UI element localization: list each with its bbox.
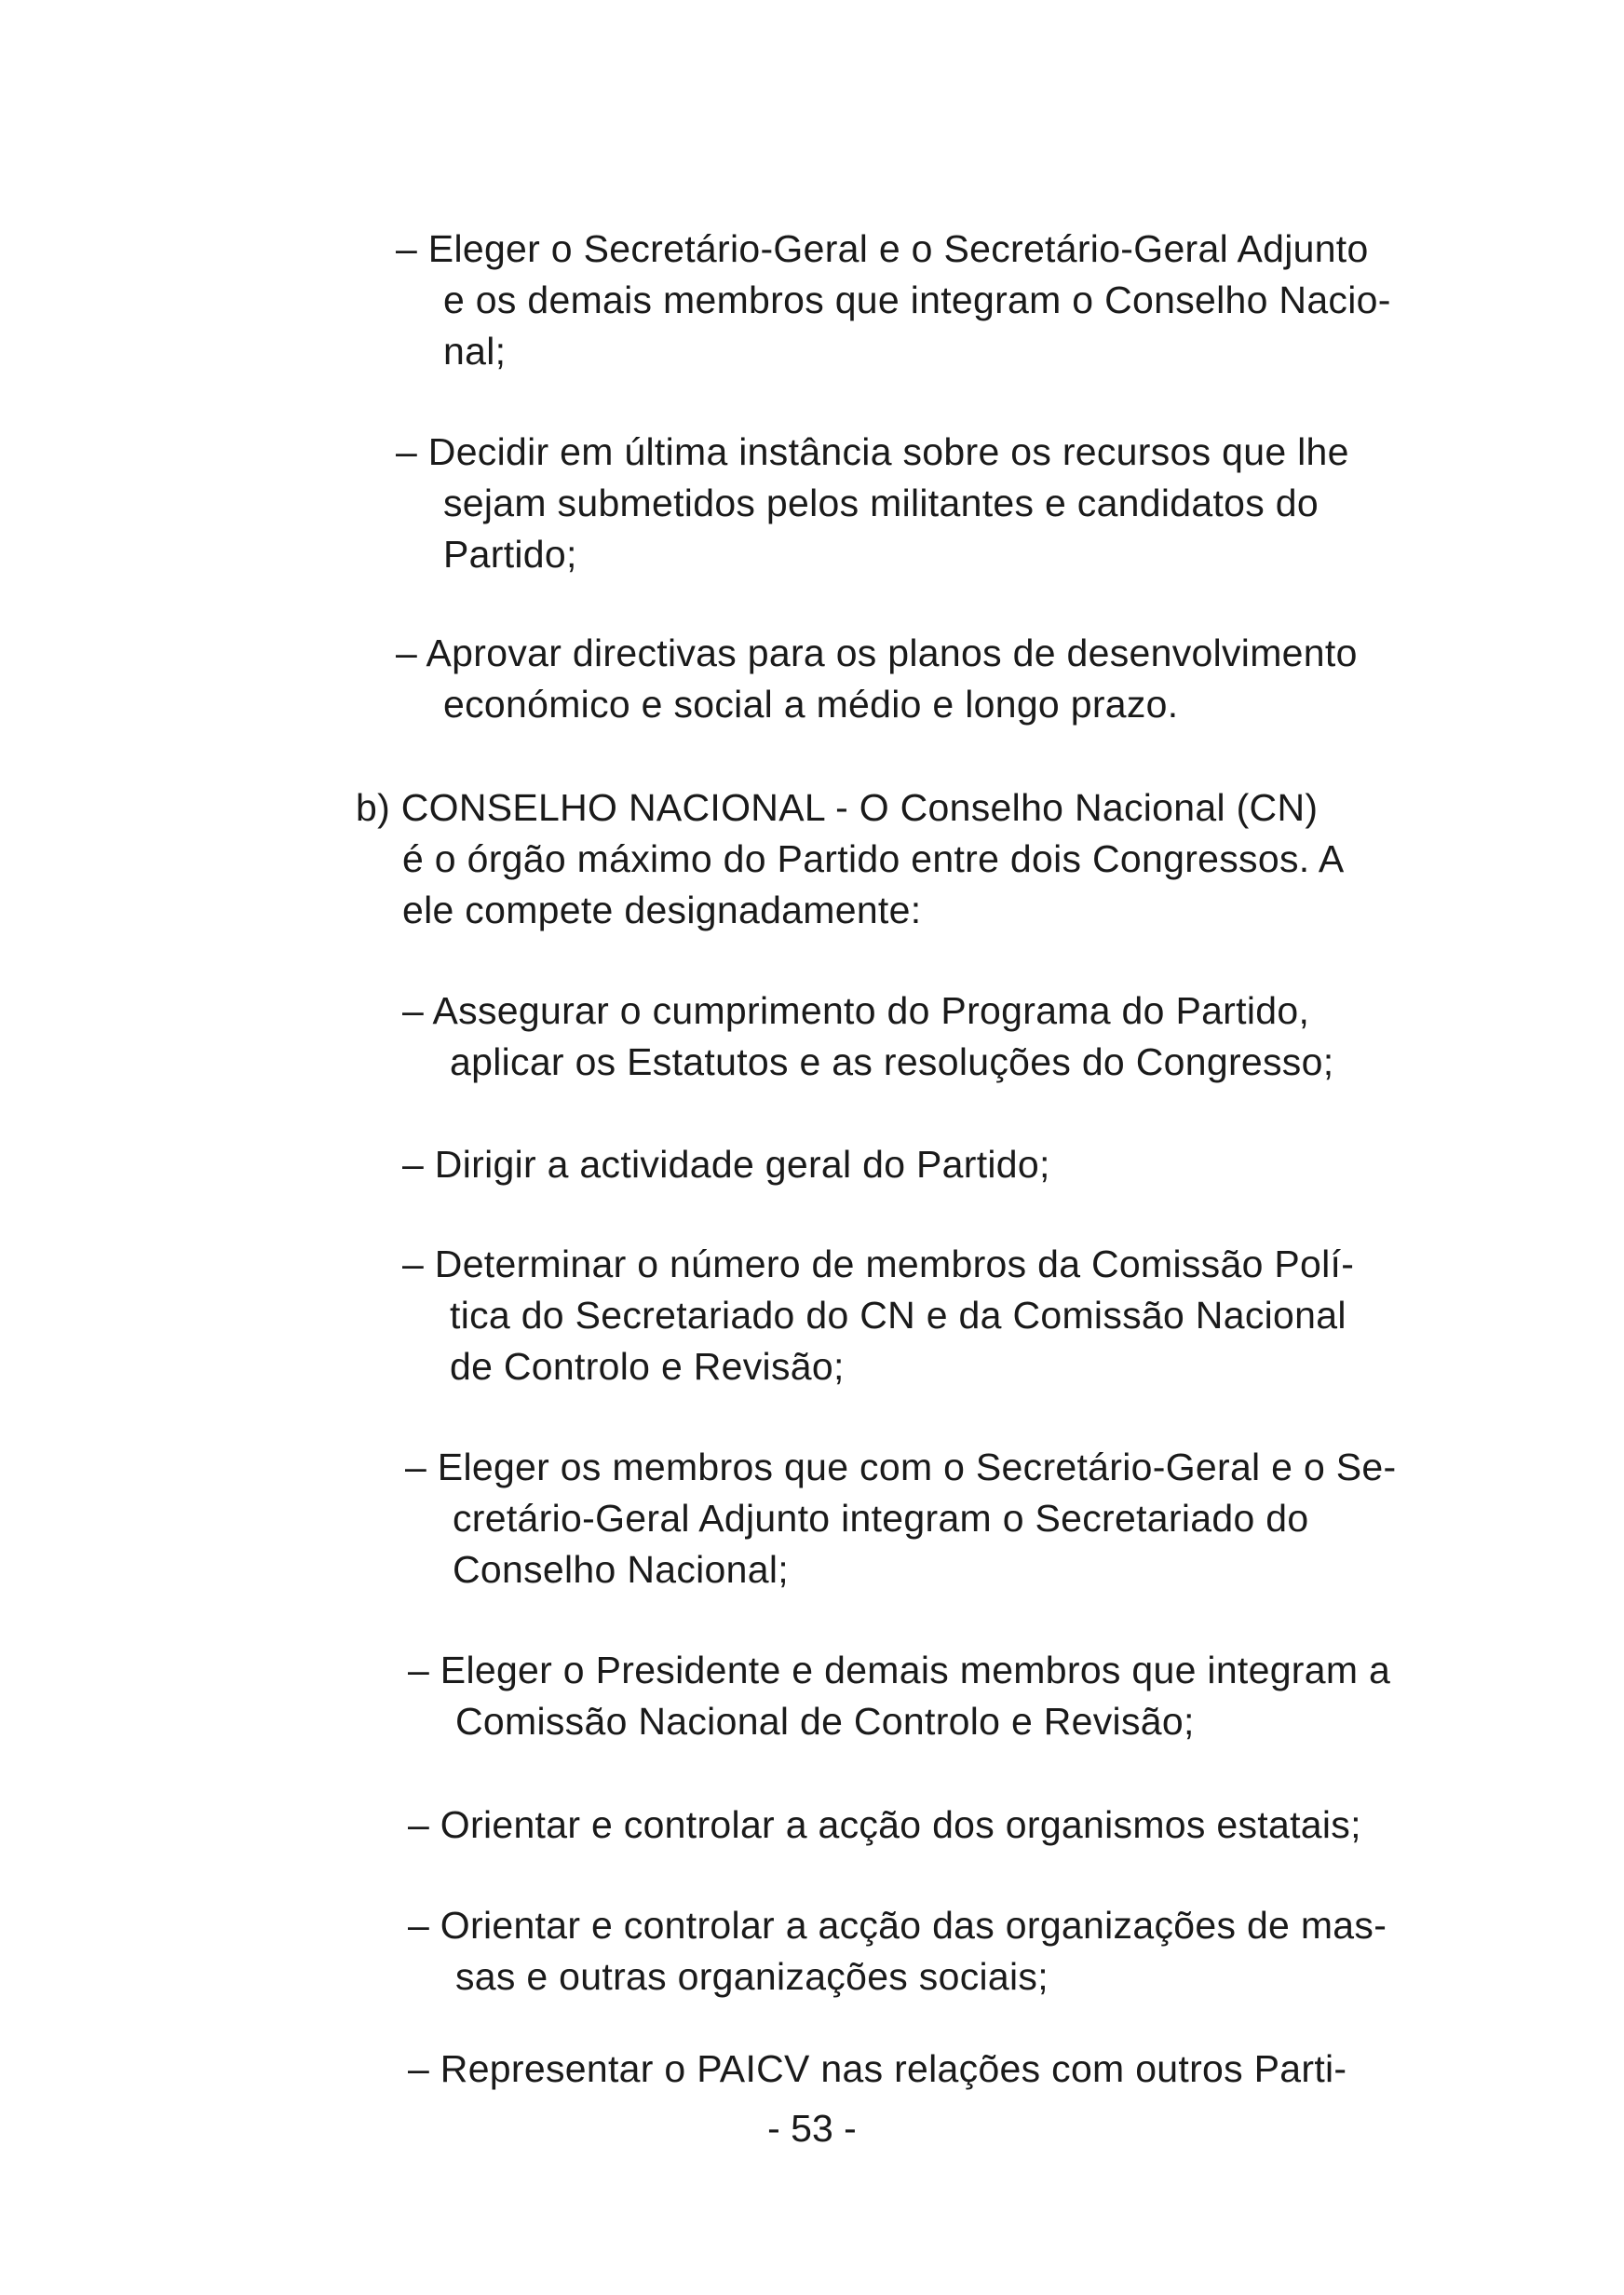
text-line: – Eleger o Secretário-Geral e o Secretário-Geral Adjunto	[396, 227, 1369, 270]
text-line: sejam submetidos pelos militantes e candidatos do	[443, 482, 1319, 524]
text-line: – Decidir em última instância sobre os recursos que lhe	[396, 430, 1349, 473]
list-item-orientar-estatais	[408, 1799, 1460, 1851]
list-item-eleger-membros	[405, 1442, 1457, 1596]
text-line: Partido;	[443, 533, 577, 576]
text-line: – Eleger os membros que com o Secretário-Geral e o Se-	[405, 1446, 1397, 1488]
text-line: – Representar o PAICV nas relações com outros Parti-	[408, 2047, 1347, 2090]
text-line: e os demais membros que integram o Conselho Nacio-	[443, 278, 1391, 321]
text-line: tica do Secretariado do CN e da Comissão Nacional	[450, 1294, 1347, 1337]
list-item-dirigir	[402, 1139, 1455, 1190]
text-line: – Aprovar directivas para os planos de desenvolvimento	[396, 631, 1358, 674]
text-line: ele compete designadamente:	[402, 889, 922, 931]
text-line: nal;	[443, 330, 507, 373]
section-conselho-nacional	[356, 782, 1455, 936]
text-line: – Dirigir a actividade geral do Partido;	[402, 1143, 1050, 1186]
text-line: aplicar os Estatutos e as resoluções do Congresso;	[450, 1040, 1334, 1083]
list-item-orientar-massas	[408, 1900, 1460, 2003]
page-number: - 53 -	[767, 2107, 857, 2150]
text-line: sas e outras organizações sociais;	[455, 1955, 1049, 1998]
text-line: de Controlo e Revisão;	[450, 1345, 845, 1388]
list-item-aprovar	[396, 628, 1448, 730]
text-line: – Orientar e controlar a acção dos organismos estatais;	[408, 1803, 1361, 1846]
text-line: – Orientar e controlar a acção das organizações de mas-	[408, 1904, 1387, 1947]
text-line: – Eleger o Presidente e demais membros que integram a	[408, 1649, 1391, 1691]
text-line: Conselho Nacional;	[453, 1548, 789, 1591]
list-item-decidir	[396, 427, 1448, 580]
list-item-eleger-presidente	[408, 1645, 1460, 1747]
text-line: – Assegurar o cumprimento do Programa do Partido,	[402, 989, 1310, 1032]
text-line: cretário-Geral Adjunto integram o Secretariado do	[453, 1497, 1309, 1540]
section-heading-line: b) CONSELHO NACIONAL - O Conselho Nacional (CN)	[356, 786, 1319, 829]
list-item-representar	[408, 2044, 1460, 2095]
text-line: – Determinar o número de membros da Comissão Polí-	[402, 1243, 1355, 1285]
text-line: Comissão Nacional de Controlo e Revisão;	[455, 1700, 1195, 1743]
list-item-eleger-secretario	[396, 224, 1448, 377]
list-item-determinar	[402, 1239, 1455, 1392]
list-item-assegurar	[402, 985, 1455, 1088]
text-line: é o órgão máximo do Partido entre dois Congressos. A	[402, 837, 1345, 880]
text-line: económico e social a médio e longo prazo.	[443, 683, 1179, 726]
